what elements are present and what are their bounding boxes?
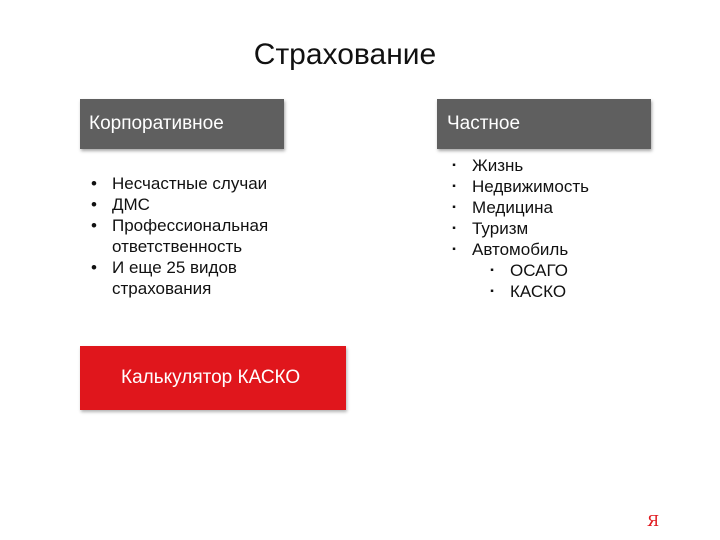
square-bullet-icon: ▪ [490,265,494,276]
list-item: ▪ Туризм [448,218,708,239]
square-bullet-icon: ▪ [490,286,494,297]
bullet-icon: • [91,216,97,235]
list-item: ▪ Медицина [448,197,708,218]
square-bullet-icon: ▪ [452,223,456,234]
square-bullet-icon: ▪ [452,181,456,192]
square-bullet-icon: ▪ [452,244,456,255]
yandex-logo: Я [647,512,660,530]
list-item: ▪ Жизнь [448,155,708,176]
corporate-header: Корпоративное [80,99,284,149]
square-bullet-icon: ▪ [452,160,456,171]
page-title: Страхование [253,38,437,71]
list-item: ▪ Автомобиль ▪ ОСАГО ▪ КАСКО [448,239,708,302]
list-item: • ДМС [86,194,306,215]
auto-sub-list [472,260,708,302]
bullet-icon: • [91,258,97,277]
square-bullet-icon: ▪ [452,202,456,213]
list-item: • Профессиональная ответственность [86,215,306,257]
private-list [448,155,708,302]
kasko-calculator-button[interactable]: Калькулятор КАСКО [80,346,346,410]
bullet-icon: • [91,174,97,193]
sub-list-item: ▪ КАСКО [486,281,708,302]
list-item: • Несчастные случаи [86,173,306,194]
list-item: • И еще 25 видов страхования [86,257,306,299]
bullet-icon: • [91,195,97,214]
corporate-list [86,173,306,299]
list-item: ▪ Недвижимость [448,176,708,197]
private-header: Частное [437,99,651,149]
sub-list-item: ▪ ОСАГО [486,260,708,281]
